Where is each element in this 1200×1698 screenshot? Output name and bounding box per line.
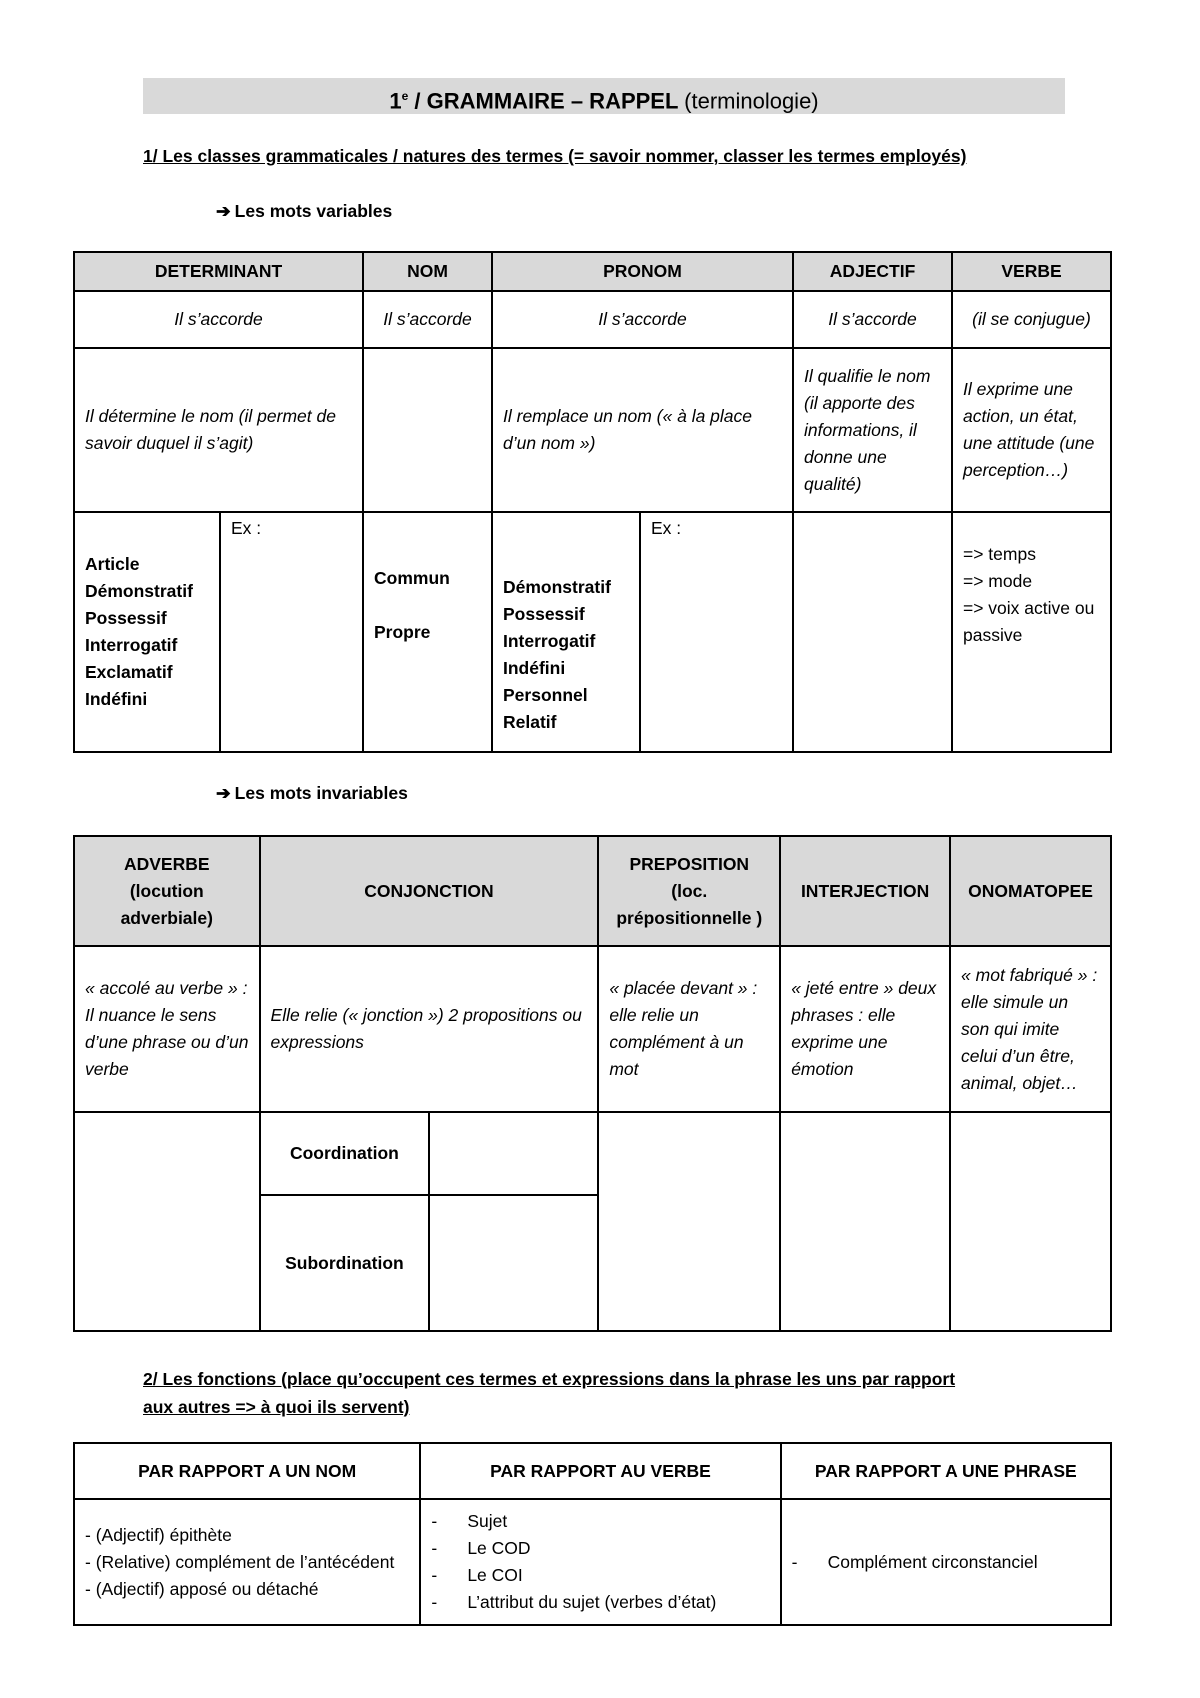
definition-determinant: Il détermine le nom (il permet de savoir duquel il s’agit) <box>74 348 363 512</box>
accord-determinant: Il s’accorde <box>74 291 363 348</box>
header-onomatopee: ONOMATOPEE <box>950 836 1111 946</box>
adjectif-types <box>793 512 952 752</box>
list-item: - Le COD <box>431 1535 769 1562</box>
header-par-rapport-verbe: PAR RAPPORT AU VERBE <box>420 1443 780 1499</box>
invariables-subheading: ➔ Les mots invariables <box>216 783 408 803</box>
header-adjectif: ADJECTIF <box>793 252 952 291</box>
header-determinant: DETERMINANT <box>74 252 363 291</box>
section2-heading: 2/ Les fonctions (place qu’occupent ces termes et expressions dans la phrase les uns par rapport aux autres => à quoi ils servent) <box>143 1369 956 1417</box>
subordination-examples <box>429 1195 598 1331</box>
definition-interjection: « jeté entre » deux phrases : elle exprime une émotion <box>780 946 950 1112</box>
header-conjonction: CONJONCTION <box>260 836 599 946</box>
functions-table <box>73 1442 1112 1626</box>
accord-pronom: Il s’accorde <box>492 291 793 348</box>
definition-onomatopee: « mot fabriqué » : elle simule un son qui imite celui d’un être, animal, objet… <box>950 946 1111 1112</box>
section1-heading: 1/ Les classes grammaticales / natures des termes (= savoir nommer, classer les termes employés) <box>143 146 967 166</box>
pronom-examples: Ex : <box>640 512 793 752</box>
coordination-examples <box>429 1112 598 1195</box>
arrow-right-icon: ➔ <box>216 201 231 221</box>
nom-types: Commun Propre <box>363 512 492 752</box>
list-item: - Le COI <box>431 1562 769 1589</box>
preposition-examples <box>598 1112 780 1331</box>
functions-nom-list: - (Adjectif) épithète - (Relative) complément de l’antécédent - (Adjectif) apposé ou détaché <box>74 1499 420 1625</box>
definition-pronom: Il remplace un nom (« à la place d’un nom ») <box>492 348 793 512</box>
determinant-examples: Ex : <box>220 512 363 752</box>
definition-nom <box>363 348 492 512</box>
definition-adverbe: « accolé au verbe » : Il nuance le sens d’une phrase ou d’un verbe <box>74 946 260 1112</box>
invariables-table <box>73 835 1112 1332</box>
onomatopee-examples <box>950 1112 1111 1331</box>
accord-nom: Il s’accorde <box>363 291 492 348</box>
definition-verbe: Il exprime une action, un état, une attitude (une perception…) <box>952 348 1111 512</box>
functions-verbe-list <box>420 1499 780 1625</box>
definition-adjectif: Il qualifie le nom (il apporte des informations, il donne une qualité) <box>793 348 952 512</box>
variables-subheading: ➔ Les mots variables <box>216 201 393 221</box>
header-nom: NOM <box>363 252 492 291</box>
coordination-label: Coordination <box>260 1112 430 1195</box>
list-item: - Sujet <box>431 1508 769 1535</box>
determinant-types: Article Démonstratif Possessif Interrogatif Exclamatif Indéfini <box>74 512 220 752</box>
accord-verbe: (il se conjugue) <box>952 291 1111 348</box>
pronom-types: Démonstratif Possessif Interrogatif Indéfini Personnel Relatif <box>492 512 640 752</box>
list-item: - Complément circonstanciel <box>792 1549 1100 1576</box>
list-item: - L’attribut du sujet (verbes d’état) <box>431 1589 769 1616</box>
definition-conjonction: Elle relie (« jonction ») 2 propositions ou expressions <box>260 946 599 1112</box>
adverbe-examples <box>74 1112 260 1331</box>
arrow-right-icon: ➔ <box>216 783 231 803</box>
header-par-rapport-phrase: PAR RAPPORT A UNE PHRASE <box>781 1443 1111 1499</box>
header-par-rapport-nom: PAR RAPPORT A UN NOM <box>74 1443 420 1499</box>
variables-table <box>73 251 1112 753</box>
subordination-label: Subordination <box>260 1195 430 1331</box>
definition-preposition: « placée devant » : elle relie un complément à un mot <box>598 946 780 1112</box>
header-adverbe: ADVERBE (locution adverbiale) <box>74 836 260 946</box>
header-verbe: VERBE <box>952 252 1111 291</box>
functions-phrase-list <box>781 1499 1111 1625</box>
verbe-types: => temps => mode => voix active ou passive <box>952 512 1111 752</box>
header-preposition: PREPOSITION (loc. prépositionnelle ) <box>598 836 780 946</box>
page-title: 1e / GRAMMAIRE – RAPPEL (terminologie) <box>143 78 1065 114</box>
interjection-examples <box>780 1112 950 1331</box>
accord-adjectif: Il s’accorde <box>793 291 952 348</box>
header-pronom: PRONOM <box>492 252 793 291</box>
header-interjection: INTERJECTION <box>780 836 950 946</box>
